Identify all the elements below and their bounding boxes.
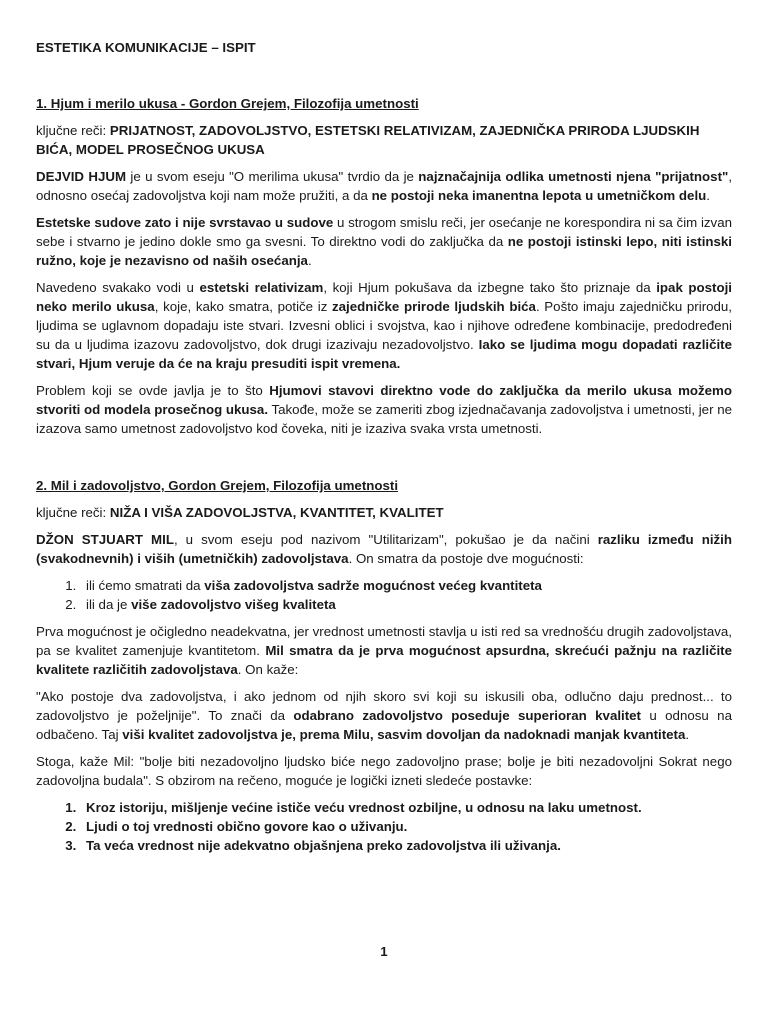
section-2-paragraph-4 (36, 752, 732, 790)
bold-text-run: zajedničke prirode ljudskih bića (332, 299, 536, 314)
text-run: u strogom smislu reči, jer osećanje ne korespondira ni sa čim izvan sebe i stvarno je jedino dokle smo ga svesni. To direktno vodi do zaključka da (36, 215, 732, 249)
keywords-values: PRIJATNOST, ZADOVOLJSTVO, ESTETSKI RELATIVIZAM, ZAJEDNIČKA PRIRODA LJUDSKIH BIĆA, MODEL PROSEČNOG UKUSA (36, 123, 700, 157)
text-run: , u svom eseju pod nazivom "Utilitarizam", pokušao je da načini (173, 532, 598, 547)
bold-text-run: odabrano zadovoljstvo poseduje superioran kvalitet (293, 708, 641, 723)
section-1-paragraph-4 (36, 381, 732, 438)
section-1-heading: 1. Hjum i merilo ukusa - Gordon Grejem, Filozofija umetnosti (36, 96, 419, 111)
text-run: "Ako postoje dva zadovoljstva, i ako jednom od njih skoro svi koji su iskusili oba, odlučno daju prednost... to zadovoljstvo je poželjnije". To znači da (36, 689, 732, 723)
section-1-paragraph-2 (36, 213, 732, 270)
section-2-keywords (36, 503, 732, 522)
section-2-list-1 (36, 576, 732, 614)
list-item: 3. Ta veća vrednost nije adekvatno objašnjena preko zadovoljstva ili uživanja. (80, 836, 732, 855)
bold-text-run: Hjumovi stavovi direktno vode do zaključka da merilo ukusa možemo stvoriti od modela prosečnog ukusa. (36, 383, 732, 417)
bold-text-run: najznačajnija odlika umetnosti njena "prijatnost" (418, 169, 729, 184)
bold-text-run: viša zadovoljstva sadrže mogućnost većeg kvantiteta (204, 578, 542, 593)
bold-text-run: Mil smatra da je prva mogućnost apsurdna, skrećući pažnju na različite kvalitete različitih zadovoljstava (36, 643, 732, 677)
text-run: . On kaže: (237, 662, 299, 677)
text-run: . (307, 253, 312, 268)
keywords-values: NIŽA I VIŠA ZADOVOLJSTVA, KVANTITET, KVALITET (109, 505, 444, 520)
document-content (36, 38, 732, 863)
section-1-keywords (36, 121, 732, 159)
text-run: , koji Hjum pokušava da izbegne tako što priznaje da (323, 280, 657, 295)
list-item: 1. Kroz istoriju, mišljenje većine ističe veću vrednost ozbiljne, u odnosu na laku umetnost. (80, 798, 732, 817)
text-run: , odnosno osećaj zadovoljstva koji nam može pružiti, a da (36, 169, 733, 203)
section-1-paragraph-1 (36, 167, 732, 205)
bold-text-run: DEJVID HJUM (36, 169, 127, 184)
section-2-paragraph-2 (36, 622, 732, 679)
text-run: Stoga, kaže Mil: "bolje biti nezadovoljno ljudsko biće nego zadovoljno prase; bolje je biti nezadovoljni Sokrat nego zadovoljna budala". S obzirom na rečeno, moguće je logički izneti sledeće postavke: (36, 754, 732, 788)
bold-text-run: ne postoji neka imanentna lepota u umetničkom delu (371, 188, 707, 203)
text-run: Prva mogućnost je očigledno neadekvatna, jer vrednost umetnosti stavlja u isti red sa vrednošću drugih zadovoljstava, pa se kvalitet zamenjuje kvantitetom. (36, 624, 732, 658)
text-run: Takođe, može se zameriti zbog izjednačavanja zadovoljstva i umetnosti, jer ne izazova samo umetnost zadovoljstvo kod čoveka, niti je izaziva svaka vrsta umetnosti. (36, 402, 732, 436)
document-title: ESTETIKA KOMUNIKACIJE – ISPIT (36, 40, 256, 55)
text-run: . Pošto imaju zajedničku prirodu, ljudima se uglavnom dopadaju iste stvari. Izvesni oblici i svojstva, kao i njihove određene kombinacije, predodređeni su da u ljudima izazovu zadovoljstvo, dok drugi izazivaju nezadovoljstvo. (36, 299, 732, 352)
bold-text-run: ipak postoji neko merilo ukusa (36, 280, 732, 314)
text-run: . On smatra da postoje dve mogućnosti: (348, 551, 584, 566)
text-run: . (685, 727, 690, 742)
text-run: Problem koji se ovde javlja je to što (36, 383, 270, 398)
text-run: Navedeno svakako vodi u (36, 280, 200, 295)
text-run: . (706, 188, 710, 203)
text-run: , koje, kako smatra, potiče iz (154, 299, 333, 314)
keywords-label: ključne reči: (36, 123, 110, 138)
list-item (80, 576, 732, 595)
section-2-paragraph-1 (36, 530, 732, 568)
bold-text-run: Estetske sudove zato i nije svrstavao u sudove (36, 215, 334, 230)
page-number: 1 (380, 944, 388, 959)
text-run: ili da je (86, 597, 132, 612)
section-1-paragraph-3 (36, 278, 732, 373)
text-run: u odnosu na odbačeno. Taj (36, 708, 732, 742)
section-2-list-2 (36, 798, 732, 855)
bold-text-run: DŽON STJUART MIL (36, 532, 174, 547)
bold-text-run: Iako se ljudima mogu dopadati različite stvari, Hjum veruje da će na kraju presuditi ispit vremena. (36, 337, 733, 371)
text-run: ili ćemo smatrati da (86, 578, 205, 593)
text-run: je u svom eseju "O merilima ukusa" tvrdio da je (126, 169, 419, 184)
bold-text-run: više zadovoljstvo višeg kvaliteta (131, 597, 336, 612)
section-2-paragraph-3 (36, 687, 732, 744)
bold-text-run: razliku između nižih (svakodnevnih) i viših (umetničkih) zadovoljstava (36, 532, 732, 566)
list-item: 2. Ljudi o toj vrednosti obično govore kao o uživanju. (80, 817, 732, 836)
keywords-label: ključne reči: (36, 505, 110, 520)
bold-text-run: viši kvalitet zadovoljstva je, prema Milu, sasvim dovoljan da nadoknadi manjak kvantiteta (122, 727, 686, 742)
bold-text-run: ne postoji istinski lepo, niti istinski ružno, koje je nezavisno od naših osećanja (36, 234, 733, 268)
bold-text-run: estetski relativizam (199, 280, 324, 295)
section-2-heading: 2. Mil i zadovoljstvo, Gordon Grejem, Filozofija umetnosti (36, 478, 399, 493)
list-item (80, 595, 732, 614)
